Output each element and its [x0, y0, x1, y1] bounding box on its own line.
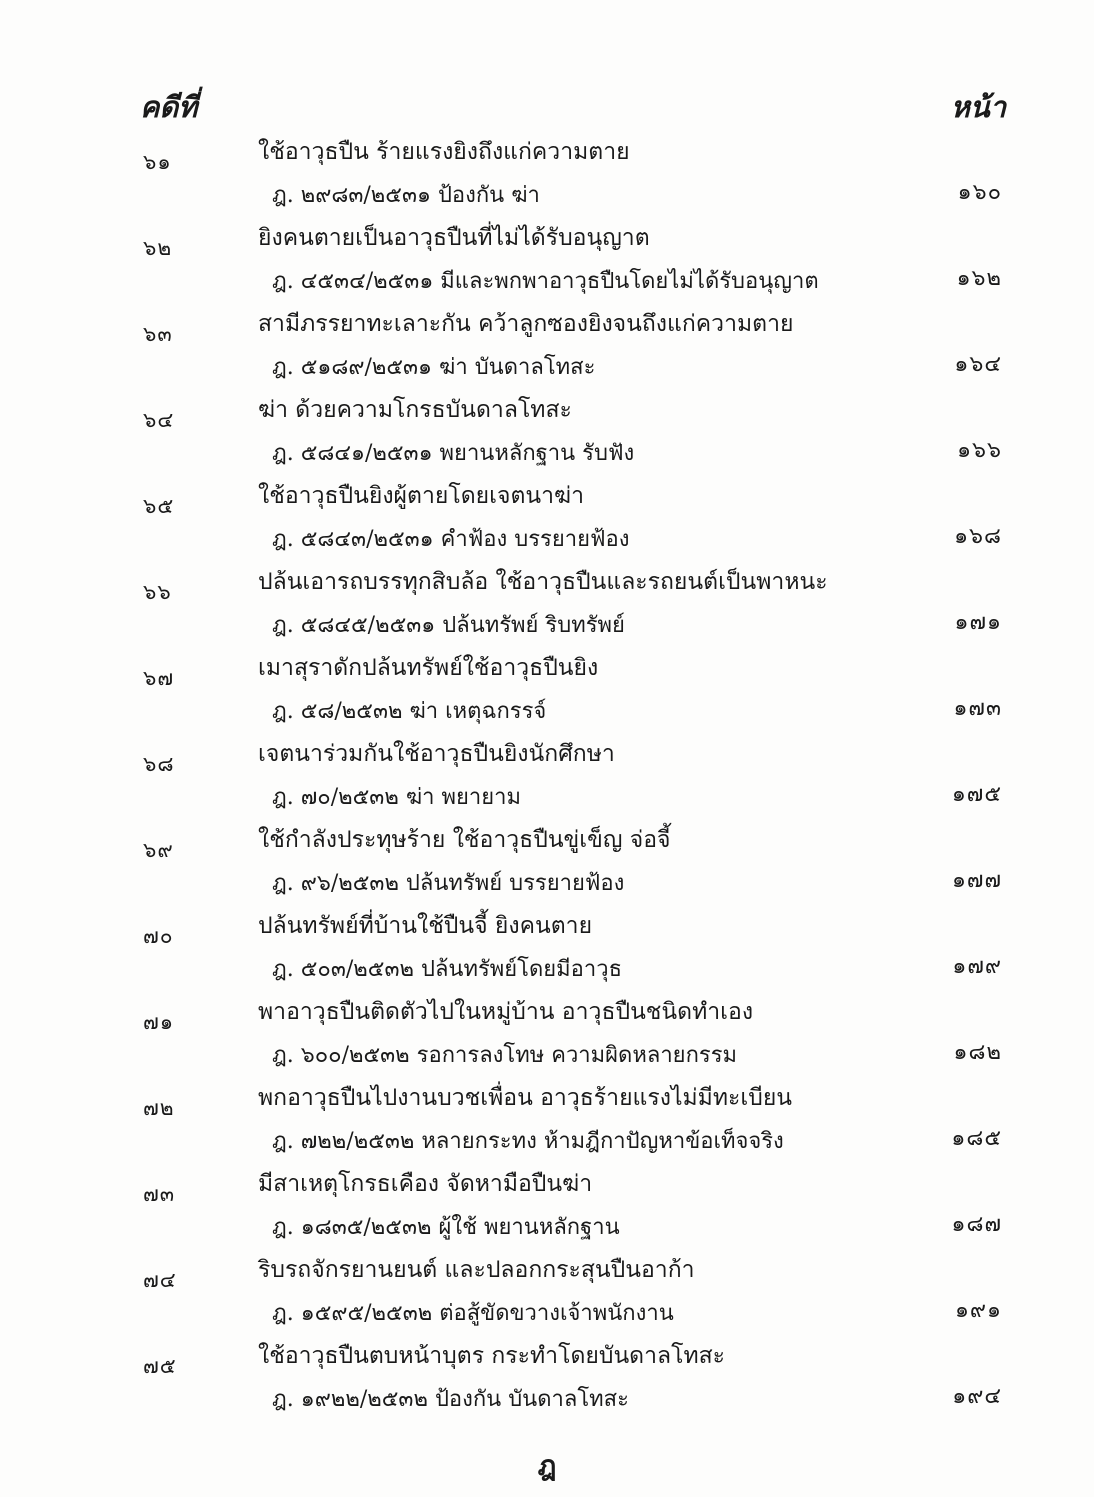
case-reference: ฎ. ๒๙๘๓/๒๕๓๑ ป้องกัน ฆ่า — [272, 183, 540, 208]
case-number: ๖๓ — [143, 322, 173, 346]
case-reference: ฎ. ๕๘๔๑/๒๕๓๑ พยานหลักฐาน รับฟัง — [272, 441, 635, 466]
case-reference: ฎ. ๕๘๔๓/๒๕๓๑ คำฟ้อง บรรยายฟ้อง — [272, 527, 630, 552]
toc-entry — [0, 562, 1094, 648]
toc-entry — [0, 390, 1094, 476]
case-title: ยิงคนตายเป็นอาวุธปืนที่ไม่ได้รับอนุญาต — [258, 225, 650, 251]
toc-entry — [0, 648, 1094, 734]
case-reference: ฎ. ๗๒๒/๒๕๓๒ หลายกระทง ห้ามฎีกาปัญหาข้อเท็จจริง — [272, 1129, 784, 1154]
case-title: สามีภรรยาทะเลาะกัน คว้าลูกซองยิงจนถึงแก่ความตาย — [258, 311, 794, 337]
case-number: ๗๒ — [143, 1096, 175, 1120]
case-title: ริบรถจักรยานยนต์ และปลอกกระสุนปืนอาก้า — [258, 1257, 695, 1283]
page-number: ๑๗๙ — [952, 954, 1002, 979]
page-footer-marker: ฎ — [537, 1449, 557, 1482]
page-number: ๑๙๔ — [952, 1384, 1002, 1409]
page-number: ๑๗๓ — [953, 696, 1002, 721]
case-number: ๖๗ — [143, 666, 175, 690]
toc-entry — [0, 1164, 1094, 1250]
page-number: ๑๗๗ — [951, 868, 1002, 893]
toc-entry — [0, 218, 1094, 304]
case-number: ๖๙ — [143, 838, 174, 862]
case-number: ๗๔ — [143, 1268, 177, 1292]
case-reference: ฎ. ๑๘๓๕/๒๕๓๒ ผู้ใช้ พยานหลักฐาน — [272, 1215, 620, 1240]
case-title: ใช้อาวุธปืนตบหน้าบุตร กระทำโดยบันดาลโทสะ — [258, 1343, 726, 1369]
page-number: ๑๘๕ — [951, 1126, 1002, 1151]
case-number: ๗๐ — [143, 924, 174, 948]
case-title: เมาสุราดักปล้นทรัพย์ใช้อาวุธปืนยิง — [258, 655, 599, 681]
toc-entry — [0, 304, 1094, 390]
case-number: ๗๕ — [143, 1354, 177, 1378]
case-number: ๖๑ — [143, 150, 172, 174]
toc-entry — [0, 1078, 1094, 1164]
toc-entry — [0, 992, 1094, 1078]
page-number: ๑๗๕ — [951, 782, 1002, 807]
page-number: ๑๖๒ — [956, 266, 1002, 291]
case-title: พกอาวุธปืนไปงานบวชเพื่อน อาวุธร้ายแรงไม่มีทะเบียน — [258, 1085, 793, 1111]
case-number: ๖๘ — [143, 752, 175, 776]
case-number: ๗๑ — [143, 1010, 175, 1034]
toc-entry — [0, 132, 1094, 218]
toc-entry — [0, 820, 1094, 906]
case-title: พาอาวุธปืนติดตัวไปในหมู่บ้าน อาวุธปืนชนิดทำเอง — [258, 999, 754, 1025]
case-title: ใช้อาวุธปืนยิงผู้ตายโดยเจตนาฆ่า — [258, 483, 585, 509]
toc-entry — [0, 1336, 1094, 1422]
toc-entry — [0, 906, 1094, 992]
case-reference: ฎ. ๖๐๐/๒๕๓๒ รอการลงโทษ ความผิดหลายกรรม — [272, 1043, 738, 1068]
page-number: ๑๖๐ — [957, 180, 1002, 205]
case-number: ๖๔ — [143, 408, 175, 432]
page-number: ๑๖๖ — [957, 438, 1002, 463]
toc-entry — [0, 476, 1094, 562]
case-reference: ฎ. ๕๑๘๙/๒๕๓๑ ฆ่า บันดาลโทสะ — [272, 355, 596, 380]
toc-entry — [0, 1250, 1094, 1336]
case-column-header: คดีที่ — [140, 90, 198, 124]
case-title: ใช้อาวุธปืน ร้ายแรงยิงถึงแก่ความตาย — [258, 139, 630, 165]
page-column-header: หน้า — [950, 90, 1006, 124]
case-number: ๖๖ — [143, 580, 172, 604]
page-number: ๑๘๒ — [953, 1040, 1002, 1065]
page-number: ๑๙๑ — [954, 1298, 1002, 1323]
case-reference: ฎ. ๑๙๒๒/๒๕๓๒ ป้องกัน บันดาลโทสะ — [272, 1387, 629, 1412]
case-number: ๖๒ — [143, 236, 173, 260]
case-title: ฆ่า ด้วยความโกรธบันดาลโทสะ — [258, 397, 572, 423]
case-title: ปล้นทรัพย์ที่บ้านใช้ปืนจี้ ยิงคนตาย — [258, 913, 593, 939]
page-number: ๑๖๘ — [954, 524, 1002, 549]
toc-entries — [0, 132, 1094, 1422]
page-number: ๑๘๗ — [951, 1212, 1002, 1237]
case-title: เจตนาร่วมกันใช้อาวุธปืนยิงนักศึกษา — [258, 741, 615, 767]
case-number: ๗๓ — [143, 1182, 176, 1206]
case-reference: ฎ. ๕๘/๒๕๓๒ ฆ่า เหตุฉกรรจ์ — [272, 699, 547, 724]
case-reference: ฎ. ๕๐๓/๒๕๓๒ ปล้นทรัพย์โดยมีอาวุธ — [272, 957, 623, 982]
page-number: ๑๖๔ — [954, 352, 1002, 377]
case-reference: ฎ. ๙๖/๒๕๓๒ ปล้นทรัพย์ บรรยายฟ้อง — [272, 871, 625, 896]
toc-entry — [0, 734, 1094, 820]
case-title: มีสาเหตุโกรธเคือง จัดหามือปืนฆ่า — [258, 1171, 593, 1197]
case-reference: ฎ. ๕๘๔๕/๒๕๓๑ ปล้นทรัพย์ ริบทรัพย์ — [272, 613, 625, 638]
case-title: ใช้กำลังประทุษร้าย ใช้อาวุธปืนขู่เข็ญ จ่อจี้ — [258, 827, 671, 853]
page-number: ๑๗๑ — [954, 610, 1002, 635]
case-reference: ฎ. ๗๐/๒๕๓๒ ฆ่า พยายาม — [272, 785, 521, 810]
case-reference: ฎ. ๔๕๓๔/๒๕๓๑ มีและพกพาอาวุธปืนโดยไม่ได้รับอนุญาต — [272, 269, 819, 294]
case-reference: ฎ. ๑๕๙๕/๒๕๓๒ ต่อสู้ขัดขวางเจ้าพนักงาน — [272, 1301, 674, 1326]
case-title: ปล้นเอารถบรรทุกสิบล้อ ใช้อาวุธปืนและรถยนต์เป็นพาหนะ — [258, 569, 828, 595]
case-number: ๖๕ — [143, 494, 175, 518]
